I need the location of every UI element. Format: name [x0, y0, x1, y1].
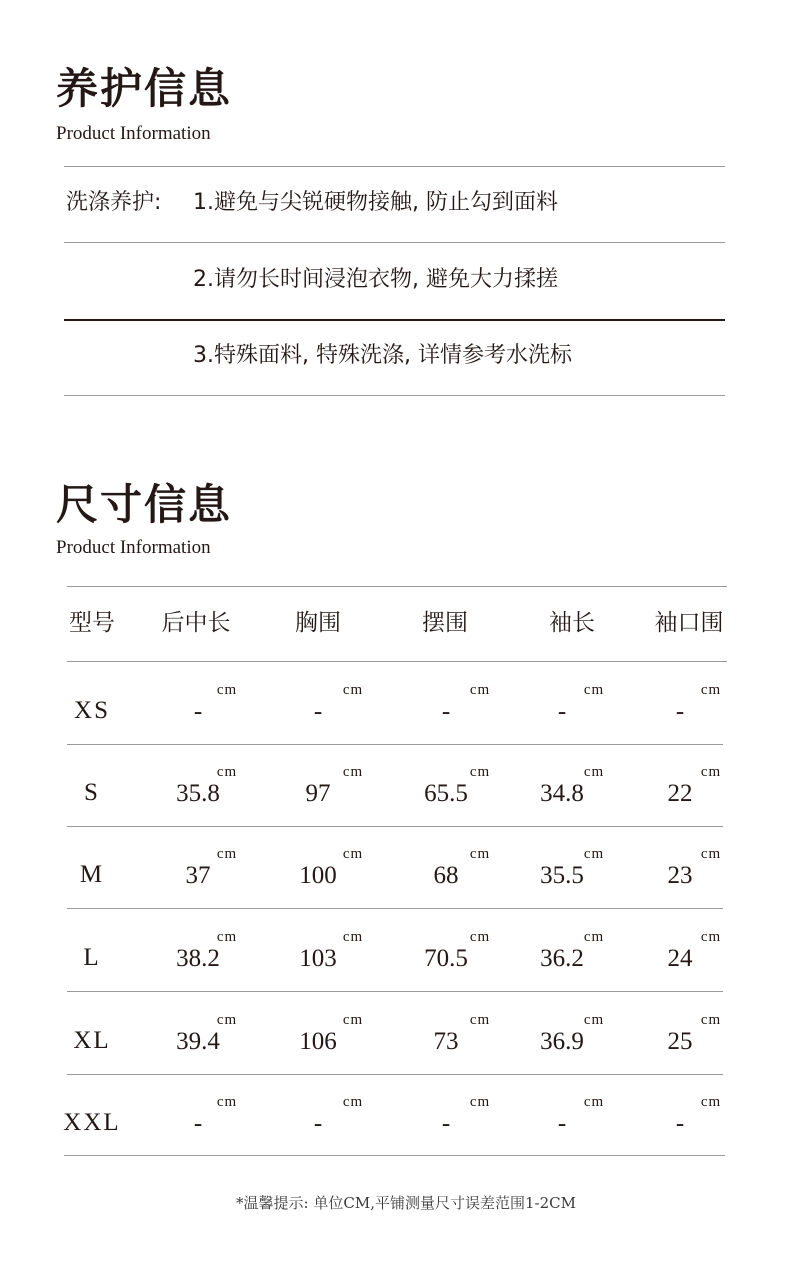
size-label: XXL: [63, 1109, 121, 1136]
measurement-value: 34.8: [540, 780, 584, 807]
unit-label: cm: [583, 929, 605, 945]
size-title: 尺寸信息: [56, 480, 233, 529]
unit-label: cm: [216, 682, 238, 698]
unit-label: cm: [342, 1012, 364, 1028]
measurement-value: 73: [433, 1028, 459, 1055]
care-divider-1: [64, 242, 725, 243]
row-divider: [67, 908, 723, 909]
unit-label: cm: [700, 846, 722, 862]
unit-label: cm: [700, 1012, 722, 1028]
care-subtitle: Product Information: [56, 123, 211, 144]
measurement-value: 35.5: [540, 862, 584, 889]
row-divider: [67, 991, 723, 992]
measurement-value: -: [313, 698, 323, 725]
unit-label: cm: [469, 929, 491, 945]
unit-label: cm: [469, 846, 491, 862]
header-model: 型号: [69, 610, 115, 636]
measurement-value: -: [313, 1110, 323, 1137]
care-divider-bottom: [64, 395, 725, 396]
row-divider: [67, 826, 723, 827]
measurement-value: 97: [305, 780, 331, 807]
header-sleeve-length: 袖长: [549, 610, 595, 636]
measurement-value: -: [193, 698, 203, 725]
measurement-value: 36.2: [540, 945, 584, 972]
size-table-top-border: [67, 586, 727, 587]
measurement-value: 70.5: [424, 945, 468, 972]
unit-label: cm: [469, 682, 491, 698]
measurement-value: 68: [433, 862, 459, 889]
care-divider-2: [64, 319, 725, 321]
size-table-header-divider: [67, 661, 727, 662]
care-divider-top: [64, 166, 725, 167]
unit-label: cm: [469, 1012, 491, 1028]
care-label: 洗涤养护:: [66, 190, 162, 215]
row-divider: [67, 744, 723, 745]
measurement-value: 38.2: [176, 945, 220, 972]
unit-label: cm: [700, 682, 722, 698]
unit-label: cm: [583, 764, 605, 780]
unit-label: cm: [469, 1094, 491, 1110]
unit-label: cm: [342, 1094, 364, 1110]
measurement-value: 106: [299, 1028, 337, 1055]
unit-label: cm: [342, 846, 364, 862]
measurement-value: 24: [667, 945, 693, 972]
header-hem: 摆围: [422, 610, 468, 636]
unit-label: cm: [583, 1012, 605, 1028]
care-title: 养护信息: [56, 64, 233, 113]
unit-label: cm: [583, 682, 605, 698]
measurement-value: 39.4: [176, 1028, 220, 1055]
unit-label: cm: [342, 929, 364, 945]
care-item-2: 2.请勿长时间浸泡衣物, 避免大力揉搓: [193, 267, 558, 292]
header-back-length: 后中长: [161, 610, 231, 636]
unit-label: cm: [216, 1012, 238, 1028]
unit-label: cm: [216, 764, 238, 780]
unit-label: cm: [700, 929, 722, 945]
measurement-value: 35.8: [176, 780, 220, 807]
unit-label: cm: [700, 764, 722, 780]
care-item-3: 3.特殊面料, 特殊洗涤, 详情参考水洗标: [193, 343, 572, 368]
measurement-value: 25: [667, 1028, 693, 1055]
measurement-value: 22: [667, 780, 693, 807]
measurement-value: 65.5: [424, 780, 468, 807]
header-cuff: 袖口围: [654, 610, 724, 636]
unit-label: cm: [216, 846, 238, 862]
care-item-1: 1.避免与尖锐硬物接触, 防止勾到面料: [193, 190, 558, 215]
measurement-value: -: [557, 1110, 567, 1137]
unit-label: cm: [583, 846, 605, 862]
row-divider: [64, 1155, 725, 1156]
measurement-value: -: [441, 698, 451, 725]
measurement-note: *温馨提示: 单位CM,平铺测量尺寸误差范围1-2CM: [236, 1194, 576, 1212]
unit-label: cm: [216, 929, 238, 945]
unit-label: cm: [700, 1094, 722, 1110]
measurement-value: -: [557, 698, 567, 725]
size-label: L: [83, 944, 101, 971]
header-chest: 胸围: [295, 610, 341, 636]
size-label: S: [84, 779, 100, 806]
size-subtitle: Product Information: [56, 537, 211, 558]
size-label: XL: [73, 1027, 111, 1054]
size-label: M: [79, 861, 105, 888]
measurement-value: -: [675, 698, 685, 725]
unit-label: cm: [469, 764, 491, 780]
unit-label: cm: [342, 764, 364, 780]
unit-label: cm: [342, 682, 364, 698]
measurement-value: 103: [299, 945, 337, 972]
measurement-value: 100: [299, 862, 337, 889]
measurement-value: -: [193, 1110, 203, 1137]
size-label: XS: [74, 697, 110, 724]
measurement-value: -: [675, 1110, 685, 1137]
measurement-value: 37: [185, 862, 211, 889]
measurement-value: 36.9: [540, 1028, 584, 1055]
unit-label: cm: [216, 1094, 238, 1110]
unit-label: cm: [583, 1094, 605, 1110]
row-divider: [67, 1074, 723, 1075]
measurement-value: -: [441, 1110, 451, 1137]
measurement-value: 23: [667, 862, 693, 889]
